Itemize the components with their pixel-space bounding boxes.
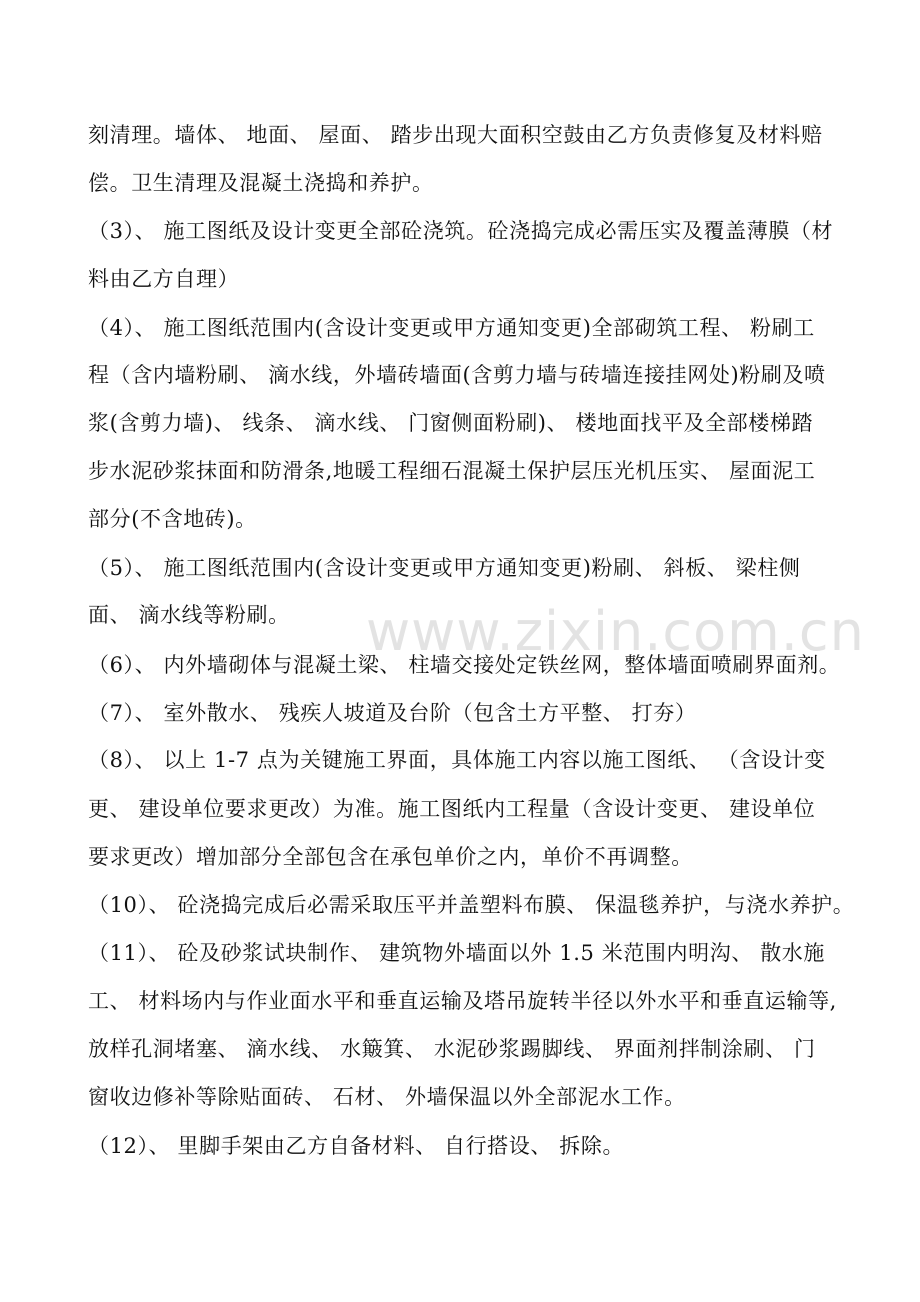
paragraph-line: （12）、 里脚手架由乙方自备材料、 自行搭设、 拆除。 [88,1134,625,1158]
paragraph-line: （7）、 室外散水、 残疾人坡道及台阶（包含土方平整、 打夯） [88,701,697,725]
paragraph-line: 工、 材料场内与作业面水平和垂直运输及塔吊旋转半径以外水平和垂直运输等, [88,989,837,1013]
paragraph-line: 步水泥砂浆抹面和防滑条,地暖工程细石混凝土保护层压光机压实、 屋面泥工 [88,459,816,483]
paragraph-line: （5）、 施工图纸范围内(含设计变更或甲方通知变更)粉刷、 斜板、 梁柱侧 [88,556,801,580]
paragraph-line: 面、 滴水线等粉刷。 [88,603,290,627]
paragraph-line: 偿。卫生清理及混凝土浇捣和养护。 [88,171,434,195]
paragraph-line: （6）、 内外墙砌体与混凝土梁、 柱墙交接处定铁丝网，整体墙面喷刷界面剂。 [88,653,841,677]
paragraph-line: 浆(含剪力墙)、 线条、 滴水线、 门窗侧面粉刷)、 楼地面找平及全部楼梯踏 [88,411,814,435]
paragraph-line: 部分(不含地砖)。 [88,507,257,531]
paragraph-line: 刻清理。墙体、 地面、 屋面、 踏步出现大面积空鼓由乙方负责修复及材料赔 [88,123,823,147]
paragraph-line: （4）、 施工图纸范围内(含设计变更或甲方通知变更)全部砌筑工程、 粉刷工 [88,316,815,340]
paragraph-line: 程（含内墙粉刷、 滴水线，外墙砖墙面(含剪力墙与砖墙连接挂网处)粉刷及喷 [88,363,826,387]
paragraph-line: （11）、 砼及砂浆试块制作、 建筑物外墙面以外 1.5 米范围内明沟、 散水施 [88,941,825,965]
paragraph-line: （3）、 施工图纸及设计变更全部砼浇筑。砼浇捣完成必需压实及覆盖薄膜（材 [88,219,834,243]
paragraph-line: （10）、 砼浇捣完成后必需采取压平并盖塑料布膜、 保温毯养护，与浇水养护。 [88,893,855,917]
paragraph-line: 放样孔洞堵塞、 滴水线、 水簸箕、 水泥砂浆踢脚线、 界面剂拌制涂刷、 门 [88,1037,816,1061]
paragraph-line: 料由乙方自理） [88,267,240,291]
paragraph-line: 更、 建设单位要求更改）为准。施工图纸内工程量（含设计变更、 建设单位 [88,797,816,821]
paragraph-line: 要求更改）增加部分全部包含在承包单价之内，单价不再调整。 [88,845,693,869]
paragraph-line: （8）、 以上 1-7 点为关键施工界面，具体施工内容以施工图纸、 （含设计变 [88,748,826,772]
watermark: www.zixin.com.cn [366,600,865,663]
paragraph-line: 窗收边修补等除贴面砖、 石材、 外墙保温以外全部泥水工作。 [88,1085,686,1109]
